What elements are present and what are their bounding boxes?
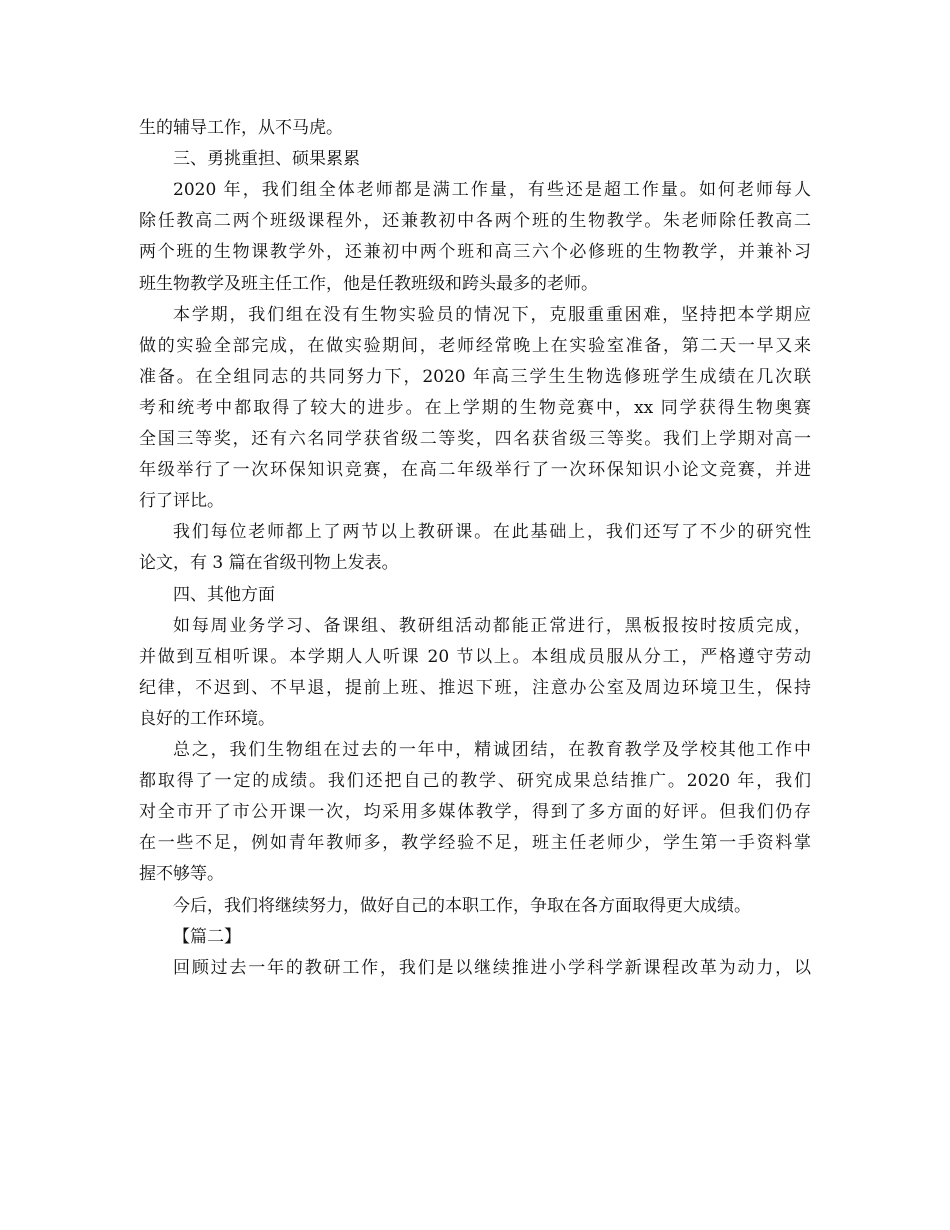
- text-line: 四、其他方面: [173, 585, 275, 605]
- text-line: 三、勇挑重担、硕果累累: [173, 149, 360, 169]
- text-line: 本学期，我们组在没有生物实验员的情况下，克服重重困难，坚持把本学期应: [173, 305, 811, 325]
- text-line: 论文，有 3 篇在省级刊物上发表。: [139, 553, 399, 573]
- text-line: 【篇二】: [173, 927, 241, 947]
- text-line: 年级举行了一次环保知识竞赛，在高二年级举行了一次环保知识小论文竞赛，并进: [139, 460, 811, 480]
- text-line: 生的辅导工作，从不马虎。: [139, 118, 343, 138]
- text-line: 回顾过去一年的教研工作，我们是以继续推进小学科学新课程改革为动力，以: [173, 958, 811, 978]
- text-line: 纪律，不迟到、不早退，提前上班、推迟下班，注意办公室及周边环境卫生，保持: [139, 678, 811, 698]
- text-line: 考和统考中都取得了较大的进步。在上学期的生物竞赛中，xx 同学获得生物奥赛: [139, 398, 811, 418]
- text-line: 两个班的生物课教学外，还兼初中两个班和高三六个必修班的生物教学，并兼补习: [139, 242, 811, 262]
- text-line: 今后，我们将继续努力，做好自己的本职工作，争取在各方面取得更大成绩。: [173, 896, 751, 916]
- text-line: 做的实验全部完成，在做实验期间，老师经常晚上在实验室准备，第二天一早又来: [139, 336, 811, 356]
- text-line: 总之，我们生物组在过去的一年中，精诚团结，在教育教学及学校其他工作中: [173, 740, 811, 760]
- text-line: 我们每位老师都上了两节以上教研课。在此基础上，我们还写了不少的研究性: [173, 522, 811, 542]
- text-line: 在一些不足，例如青年教师多，教学经验不足，班主任老师少，学生第一手资料掌: [139, 833, 811, 853]
- text-line: 行了评比。: [139, 491, 224, 511]
- text-line: 对全市开了市公开课一次，均采用多媒体教学，得到了多方面的好评。但我们仍存: [139, 802, 811, 822]
- text-line: 握不够等。: [139, 864, 224, 884]
- text-line: 准备。在全组同志的共同努力下，2020 年高三学生生物选修班学生成绩在几次联: [139, 367, 811, 387]
- text-line: 并做到互相听课。本学期人人听课 20 节以上。本组成员服从分工，严格遵守劳动: [139, 647, 811, 667]
- text-line: 如每周业务学习、备课组、教研组活动都能正常进行，黑板报按时按质完成，: [173, 616, 811, 636]
- text-line: 除任教高二两个班级课程外，还兼教初中各两个班的生物教学。朱老师除任教高二: [139, 211, 811, 231]
- text-line: 2020 年，我们组全体老师都是满工作量，有些还是超工作量。如何老师每人: [173, 180, 811, 200]
- text-line: 全国三等奖，还有六名同学获省级二等奖，四名获省级三等奖。我们上学期对高一: [139, 429, 811, 449]
- text-line: 良好的工作环境。: [139, 709, 275, 729]
- text-line: 班生物教学及班主任工作，他是任教班级和跨头最多的老师。: [139, 274, 598, 294]
- text-line: 都取得了一定的成绩。我们还把自己的教学、研究成果总结推广。2020 年，我们: [139, 771, 811, 791]
